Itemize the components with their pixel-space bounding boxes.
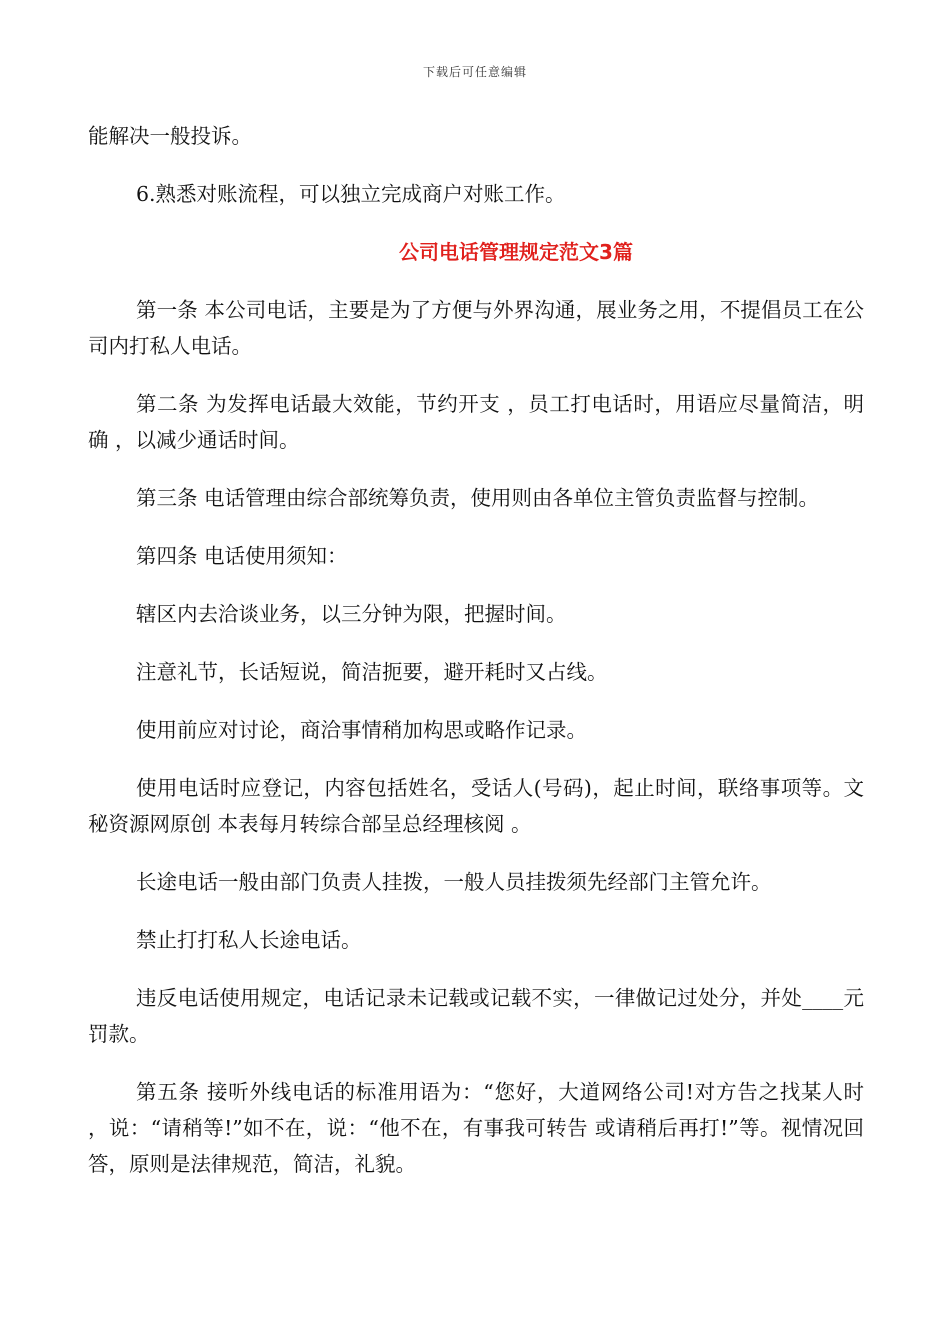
paragraph-article-4: 第四条 电话使用须知：: [136, 544, 348, 568]
document-body: [88, 118, 864, 1204]
paragraph-article-1: 第一条 本公司电话，主要是为了方便与外界沟通，展业务之用，不提倡员工在公司内打私人电话。: [88, 298, 864, 358]
paragraph-continuation: 能解决一般投诉。: [88, 124, 252, 148]
paragraph-rule-6: 禁止打打私人长途电话。: [136, 928, 362, 952]
section-title: 公司电话管理规定范文3篇: [399, 240, 633, 264]
paragraph-article-2: 第二条 为发挥电话最大效能，节约开支 ，员工打电话时，用语应尽量简洁，明确 ，以减少通话时间。: [88, 392, 864, 452]
paragraph-article-5: 第五条 接听外线电话的标准用语为：“您好，大道网络公司!对方告之找某人时 ，说：“请稍等!”如不在，说：“他不在，有事我可转告 或请稍后再打!”等。视情况回答，原则是法律规范，简洁，礼貌。: [88, 1080, 864, 1176]
paragraph-rule-2: 注意礼节，长话短说，简洁扼要，避开耗时又占线。: [136, 660, 608, 684]
paragraph-rule-3: 使用前应对讨论，商洽事情稍加构思或略作记录。: [136, 718, 587, 742]
page-header: 下载后可任意编辑: [422, 65, 527, 79]
paragraph-item-6: 6.熟悉对账流程，可以独立完成商户对账工作。: [136, 182, 566, 206]
paragraph-rule-4: 使用电话时应登记，内容包括姓名，受话人(号码)，起止时间，联络事项等。文秘资源网原创 本表每月转综合部呈总经理核阅 。: [88, 776, 864, 836]
paragraph-rule-7: 违反电话使用规定，电话记录未记载或记载不实，一律做记过处分，并处____元罚款。: [88, 986, 864, 1046]
paragraph-article-3: 第三条 电话管理由综合部统筹负责，使用则由各单位主管负责监督与控制。: [136, 486, 820, 510]
paragraph-rule-5: 长途电话一般由部门负责人挂拨，一般人员挂拨须先经部门主管允许。: [136, 870, 772, 894]
paragraph-rule-1: 辖区内去洽谈业务，以三分钟为限，把握时间。: [136, 602, 567, 626]
